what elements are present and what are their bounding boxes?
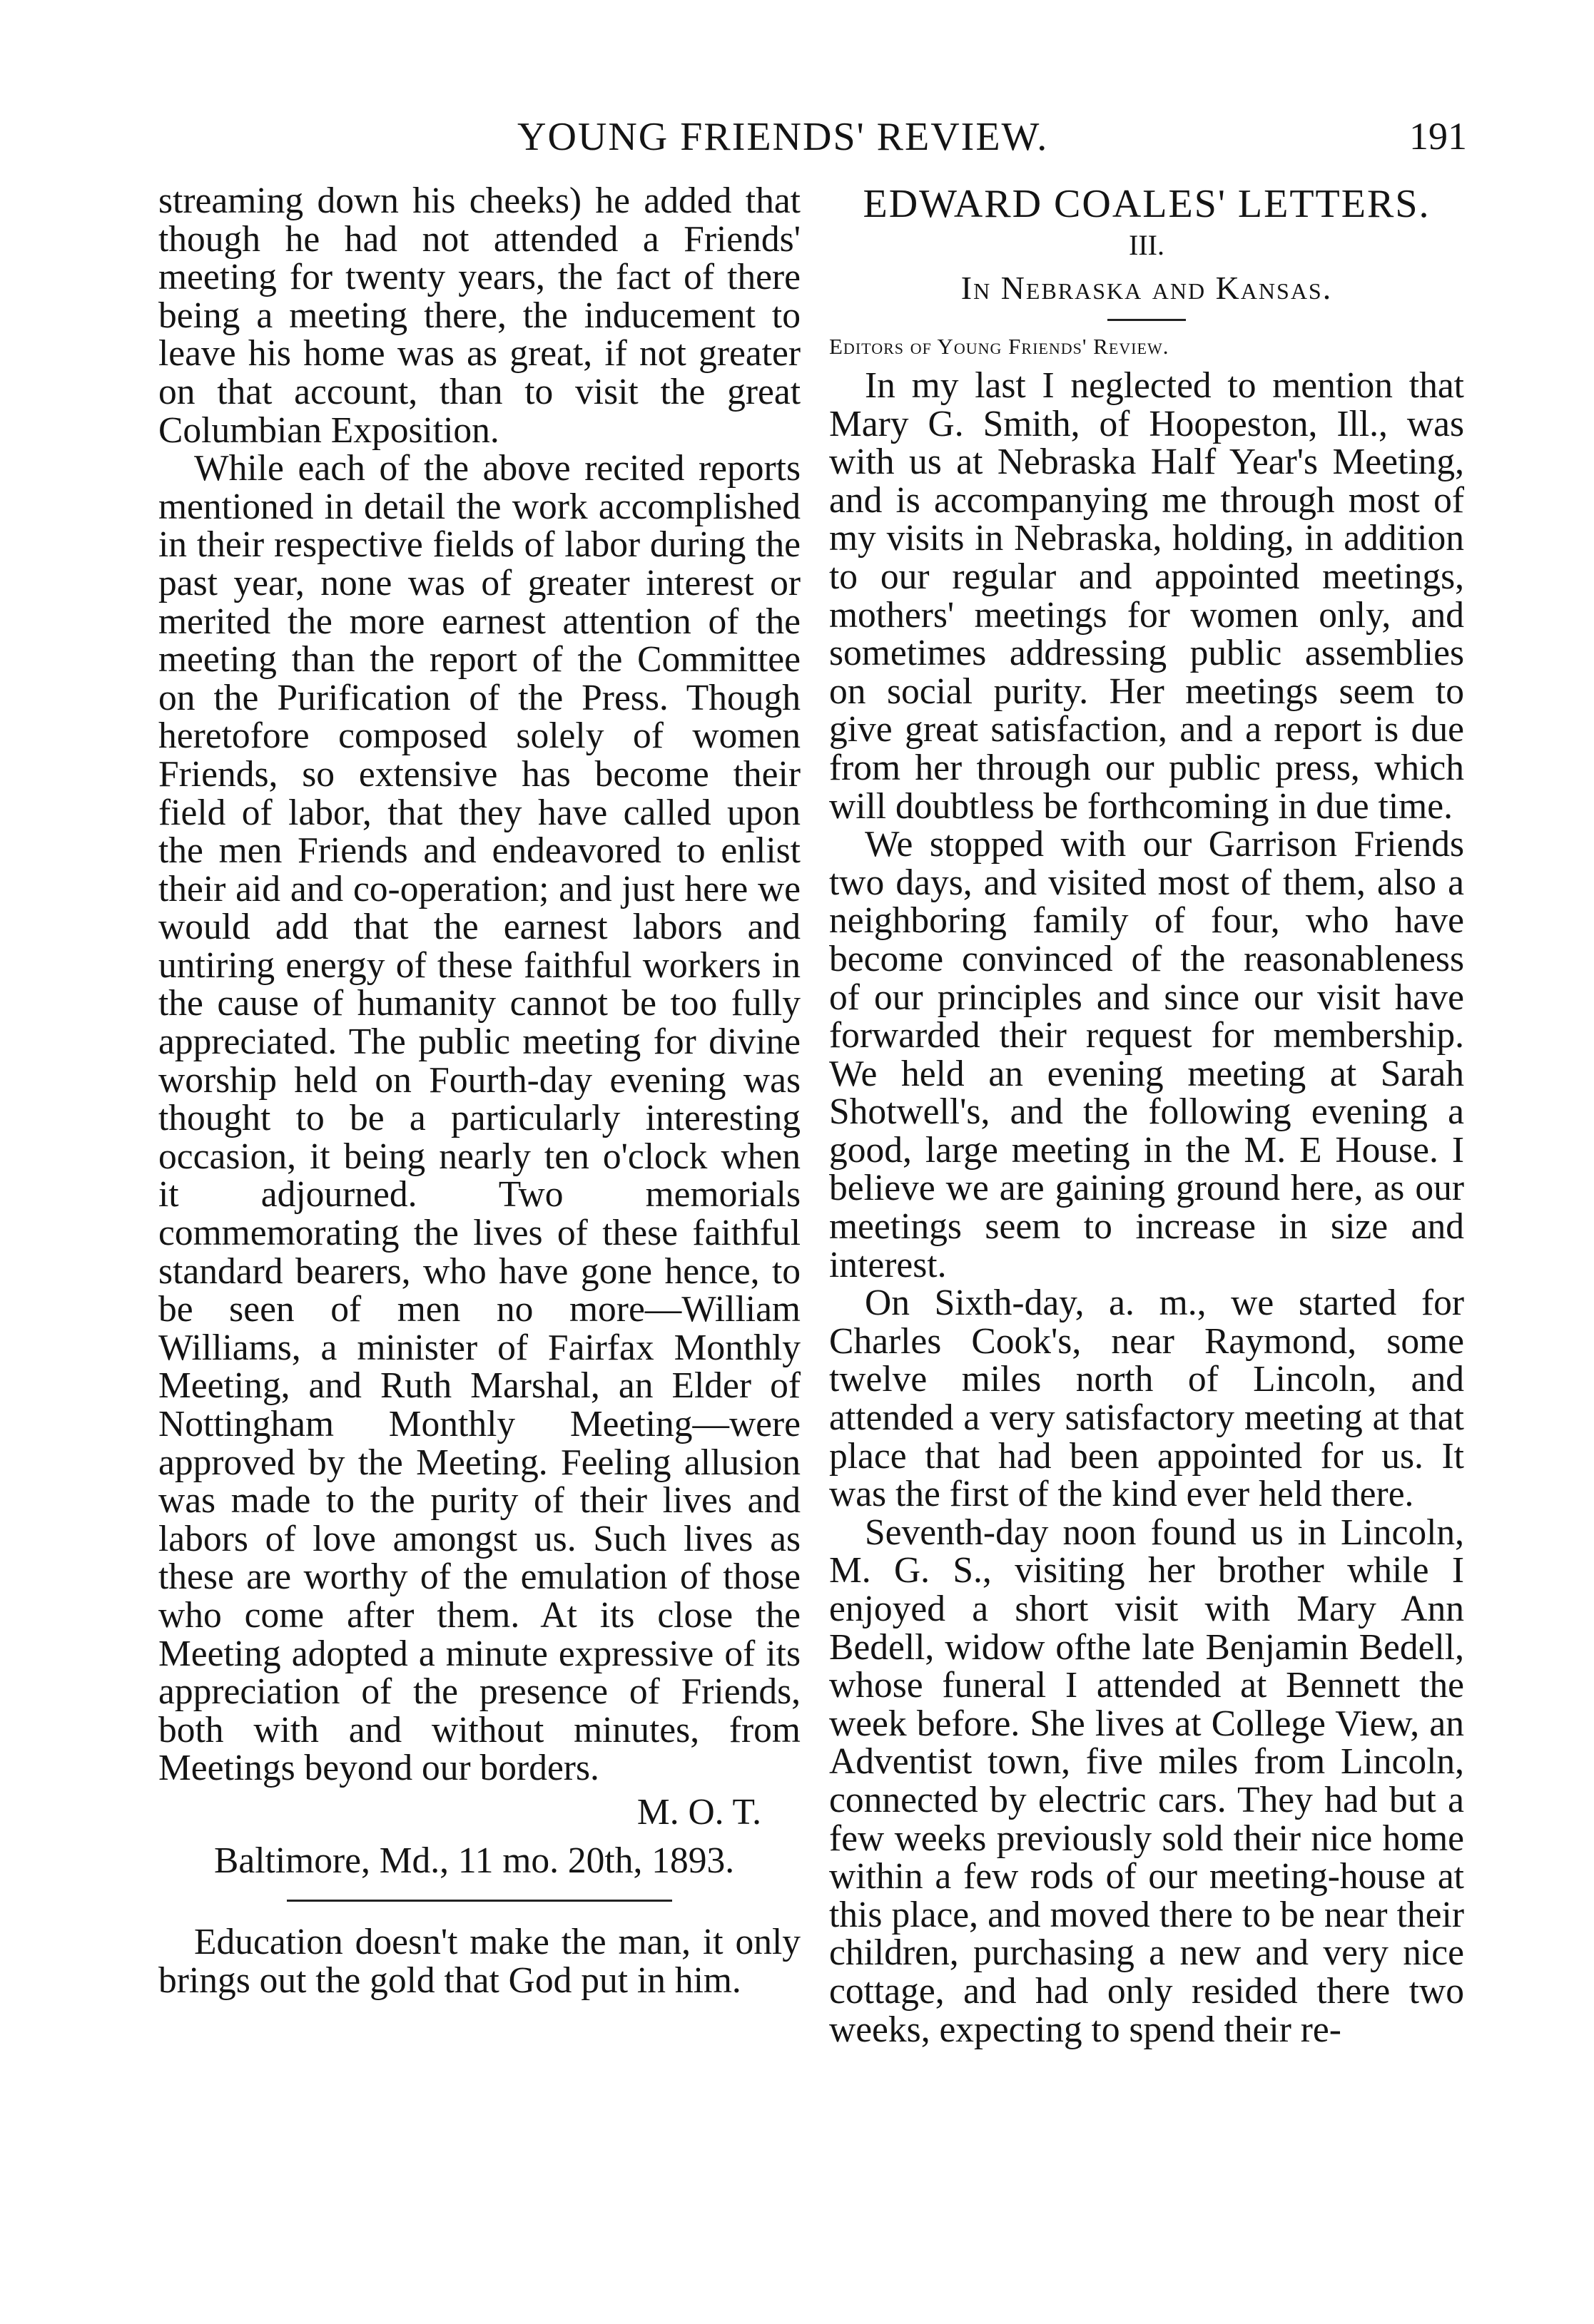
right-column (829, 182, 1464, 2049)
part-numeral: III. (1129, 229, 1164, 261)
closing-paragraph: Education doesn't make the man, it only brings out the gold that God put in him. (158, 1922, 801, 2001)
paragraph: In my last I neglected to mention that Mary G. Smith, of Hoopeston, Ill., was with us at Nebraska Half Year's Meeting, and is accompanying me through most of my visits in Nebraska, holding, in addition to our regular and appointed meetings, mothers' meetings for women only, and sometimes addressing public assemblies on social purity. Her meetings seem to give great satisfaction, and a report is due from her through our public press, which will doubtless be forthcoming in due time. (829, 365, 1464, 827)
journal-title: YOUNG FRIENDS' REVIEW. (517, 115, 1049, 159)
article-subtitle: In Nebraska and Kansas. (960, 270, 1333, 306)
article-title: EDWARD COALES' LETTERS. (863, 182, 1431, 226)
paragraph: We stopped with our Garrison Friends two days, and visited most of them, also a neighboring family of four, who have become convinced of the reasonableness of our principles and since our visit have forwarded their request for membership. We held an evening meeting at Sarah Shotwell's, and the following evening a good, large meeting in the M. E House. I believe we are gaining ground here, as our meetings seem to increase in size and interest. (829, 824, 1464, 1285)
signature: M. O. T. (636, 1791, 761, 1833)
paragraph: While each of the above recited reports mentioned in detail the work accomplished in their respective fields of labor during the past year, none was of greater interest or merited the more earnest attention of the meeting than the report of the Committee on the Purification of the Press. Though heretofore composed solely of women Friends, so extensive has become their field of labor, that they have called upon the men Friends and endeavored to enlist their aid and co-operation; and just here we would add that the earnest labors and untiring energy of these faithful workers in the cause of humanity cannot be too fully appreciated. The public meeting for divine worship held on Fourth-day evening was thought to be a particularly interesting occasion, it being nearly ten o'clock when it adjourned. Two memorials commemorating the lives of these faithful standard bearers, who have gone hence, to be seen of men no more—William Williams, a minister of Fairfax Monthly Meeting, and Ruth Marshal, an Elder of Nottingham Monthly Meeting—were approved by the Meeting. Feeling allusion was made to the purity of their lives and labors of love amongst us. Such lives as these are worthy of the emulation of those who come after them. At its close the Meeting adopted a minute expressive of its appreciation of the presence of Friends, both with and without minutes, from Meetings beyond our borders. (158, 448, 801, 1789)
salutation: Editors of Young Friends' Review. (829, 334, 1169, 359)
divider-rule (1107, 319, 1186, 321)
divider-rule (287, 1900, 672, 1902)
paragraph: On Sixth-day, a. m., we started for Charles Cook's, near Raymond, some twelve miles north of Lincoln, and attended a very satisfactory meeting at that place that had been appointed for us. It was the first of the kind ever held there. (829, 1283, 1464, 1515)
place-date: Baltimore, Md., 11 mo. 20th, 1893. (214, 1840, 735, 1881)
left-column (158, 182, 801, 1999)
paragraph: Seventh-day noon found us in Lincoln, M. G. S., visiting her brother while I enjoyed a short visit with Mary Ann Bedell, widow ofthe late Benjamin Bedell, whose funeral I attended at Bennett the week before. She lives at College View, an Adventist town, five miles from Lincoln, connected by electric cars. They had but a few weeks previously sold their nice home within a few rods of our meeting-house at this place, and moved there to be near their children, purchasing a new and very nice cottage, and had only resided there two weeks, expecting to spend their re- (829, 1512, 1464, 2050)
running-head (0, 114, 1594, 171)
page-number: 191 (1409, 115, 1467, 158)
paragraph: streaming down his cheeks) he added that though he had not attended a Friends' meeting for twenty years, the fact of there being a meeting there, the inducement to leave his home was as great, if not greater on that account, than to visit the great Columbian Exposition. (158, 180, 801, 451)
